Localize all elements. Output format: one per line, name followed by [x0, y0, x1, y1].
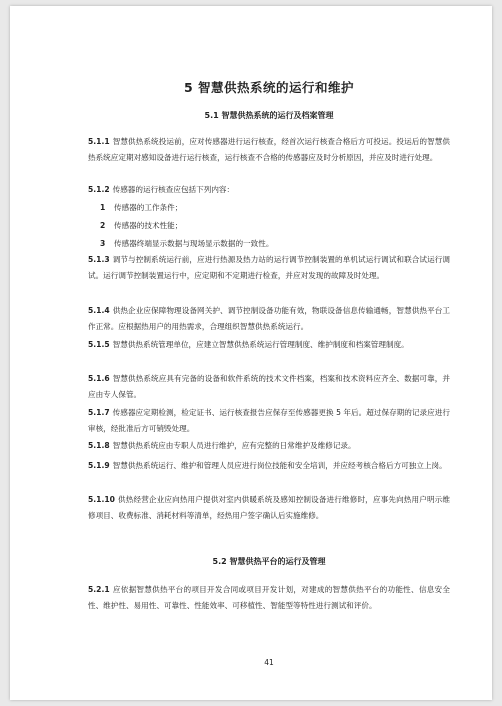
paragraph-5-1-4	[88, 303, 450, 334]
list-item-number: 1	[100, 203, 106, 212]
clause-text: 智慧供热系统应由专职人员进行维护，应有完整的日常维护及维修记录。	[112, 441, 356, 450]
clause-text: 应依据智慧供热平台的项目开发合同或项目开发计划，对建成的智慧供热平台的功能性、信息安全性、维护性、易用性、可靠性、性能效率、可移植性、智能型等特性进行测试和评价。	[88, 585, 450, 610]
list-item	[100, 200, 450, 215]
paragraph-5-1-5	[88, 337, 450, 353]
clause-number: 5.1.6	[88, 374, 110, 383]
clause-text: 智慧供热系统运行、维护和管理人员应进行岗位技能和安全培训，并应经考核合格后方可独立上岗。	[112, 461, 447, 470]
list-item	[100, 218, 450, 233]
paragraph-5-1-7	[88, 405, 450, 436]
clause-number: 5.1.9	[88, 461, 110, 470]
list-item-text: 传感器终端显示数据与现场显示数据的一致性。	[114, 239, 274, 248]
section-title-5-1: 5.1 智慧供热系统的运行及档案管理	[204, 111, 334, 120]
list-item-number: 3	[100, 239, 106, 248]
clause-number: 5.1.1	[88, 137, 110, 146]
clause-text: 传感器的运行核查应包括下列内容：	[112, 185, 235, 194]
paragraph-5-1-2	[88, 182, 450, 198]
clause-text: 供热经营企业应向热用户提供对室内供暖系统及感知控制设备进行维修时，应事先向热用户明示维修项目、收费标准、消耗材料等清单，经热用户签字确认后实施维修。	[88, 495, 450, 520]
paragraph-5-1-3	[88, 252, 450, 283]
clause-number: 5.1.2	[88, 185, 110, 194]
paragraph-5-1-9	[88, 458, 450, 474]
list-item-text: 传感器的技术性能；	[114, 221, 183, 230]
paragraph-5-1-8	[88, 438, 450, 454]
clause-text: 供热企业应保障物理设备网关护、调节控制设备功能有效，物联设备信息传输通畅，智慧供热平台工作正常。应根据热用户的用热需求，合理组织智慧供热系统运行。	[88, 306, 450, 331]
list-item-number: 2	[100, 221, 106, 230]
clause-number: 5.1.7	[88, 408, 110, 417]
clause-number: 5.1.4	[88, 306, 110, 315]
page-number: 41	[264, 658, 274, 667]
clause-number: 5.1.10	[88, 495, 115, 504]
clause-text: 智慧供热系统应具有完备的设备和软件系统的技术文件档案，档案和技术资料应齐全、数据可靠，并应由专人保管。	[88, 374, 450, 399]
clause-text: 智慧供热系统管理单位，应建立智慧供热系统运行管理制度、维护制度和档案管理制度。	[112, 340, 409, 349]
clause-number: 5.2.1	[88, 585, 110, 594]
chapter-title: 5 智慧供热系统的运行和维护	[183, 80, 355, 95]
paragraph-5-1-10	[88, 492, 450, 523]
list-item	[100, 236, 450, 251]
section-title-5-2: 5.2 智慧供热平台的运行及管理	[212, 557, 326, 566]
clause-text: 传感器应定期检测，检定证书、运行核查报告应保存至传感器更换 5 年后。超过保存期的记录应进行审核，经批准后方可销毁处理。	[88, 408, 450, 433]
clause-text: 调节与控制系统运行前，应进行热源及热力站的运行调节控制装置的单机试运行调试和联合试运行调试。运行调节控制装置运行中，应定期和不定期进行检查，并应对发现的故障及时处理。	[88, 255, 450, 280]
paragraph-5-1-6	[88, 371, 450, 402]
clause-number: 5.1.5	[88, 340, 110, 349]
paragraph-5-1-1	[88, 134, 450, 165]
clause-number: 5.1.8	[88, 441, 110, 450]
clause-number: 5.1.3	[88, 255, 110, 264]
list-item-text: 传感器的工作条件；	[114, 203, 183, 212]
clause-text: 智慧供热系统投运前，应对传感器进行运行核查，经首次运行核查合格后方可投运。投运后的智慧供热系统应定期对感知设备进行运行核查，运行核查不合格的传感器应及时分析原因，并应及时进行处理。	[88, 137, 450, 162]
document-page	[10, 6, 492, 700]
paragraph-5-2-1	[88, 582, 450, 613]
